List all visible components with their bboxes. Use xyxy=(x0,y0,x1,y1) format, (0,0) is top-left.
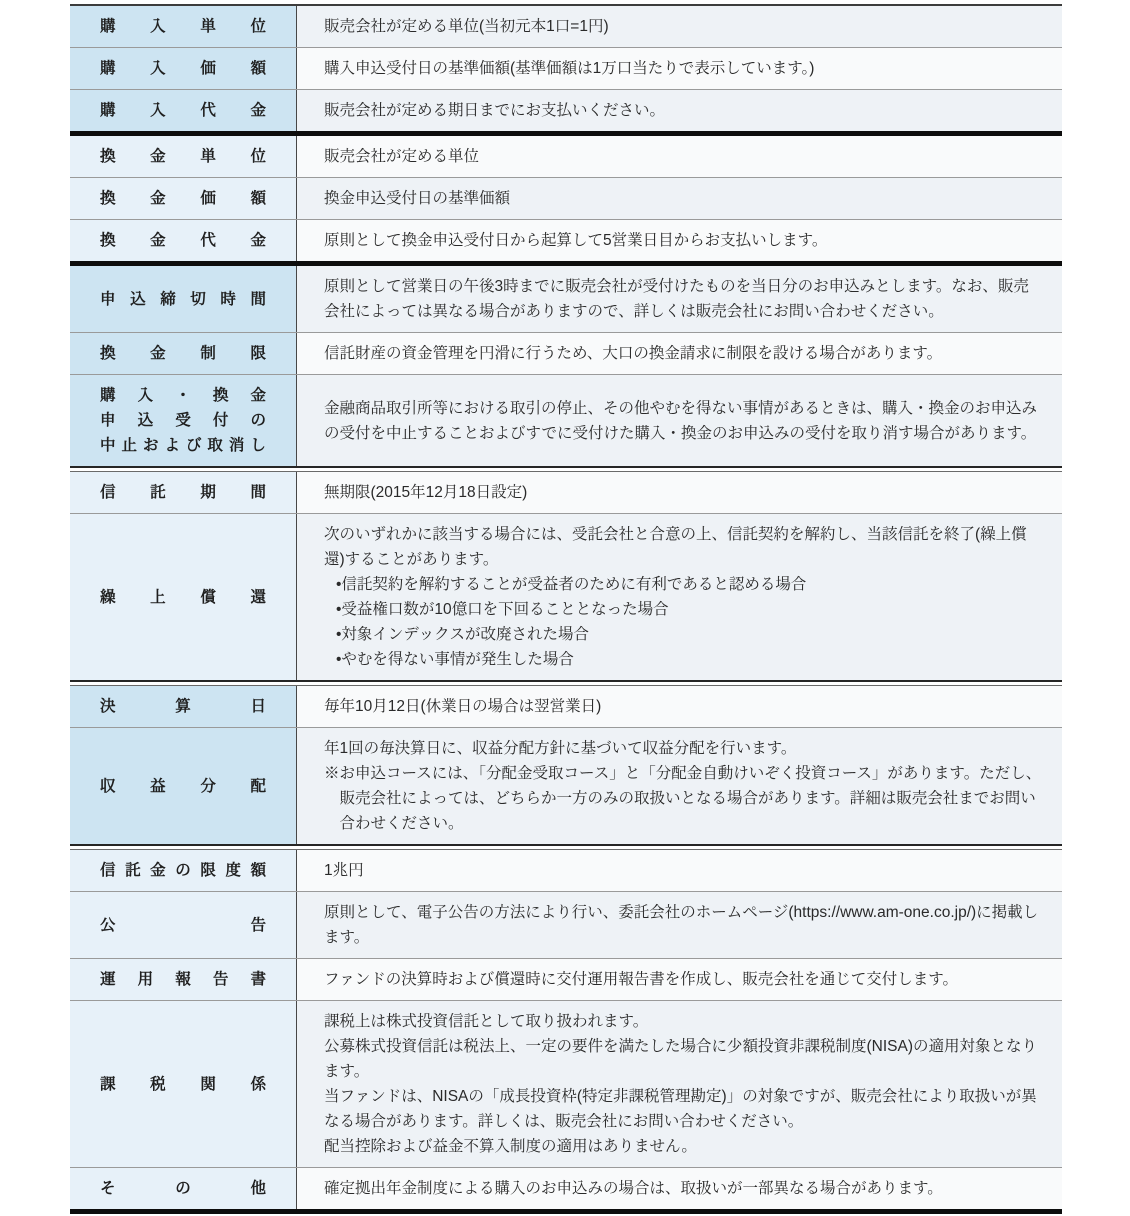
row-label xyxy=(70,48,297,89)
content-paragraph: 販売会社が定める単位 xyxy=(324,148,480,165)
row-label-line: 収 益 分 配 xyxy=(100,777,266,795)
row-content xyxy=(297,178,1062,219)
row-label-line: 換 金 代 金 xyxy=(100,232,266,249)
content-paragraph: •受益権口数が10億口を下回ることとなった場合 xyxy=(336,601,669,618)
content-paragraph: 年1回の毎決算日に、収益分配方針に基づいて収益分配を行います。 xyxy=(324,740,797,757)
table-section xyxy=(70,472,1062,680)
table-section xyxy=(70,266,1062,466)
fund-application-memo-table xyxy=(70,4,1062,1214)
table-row xyxy=(70,727,1062,844)
row-content xyxy=(297,333,1062,374)
content-paragraph: ファンドの決算時および償還時に交付運用報告書を作成し、販売会社を通じて交付します。 xyxy=(324,971,958,988)
row-label xyxy=(70,514,297,680)
table-row xyxy=(70,6,1062,47)
row-label-line: 申 込 受 付 の xyxy=(100,412,266,429)
row-content xyxy=(297,514,1062,680)
row-content xyxy=(297,892,1062,958)
table-row xyxy=(70,219,1062,261)
table-row xyxy=(70,266,1062,332)
content-paragraph: 毎年10月12日(休業日の場合は翌営業日) xyxy=(324,698,602,715)
row-label-line: 換 金 価 額 xyxy=(100,190,266,207)
row-label-line: そ の 他 xyxy=(100,1180,266,1197)
row-label xyxy=(70,136,297,177)
row-label xyxy=(70,686,297,727)
content-paragraph: 換金申込受付日の基準価額 xyxy=(324,190,511,207)
row-label xyxy=(70,892,297,958)
table-row xyxy=(70,1167,1062,1209)
content-paragraph: 課税上は株式投資信託として取り扱われます。 xyxy=(324,1013,649,1030)
row-label xyxy=(70,1168,297,1209)
row-label-line: 公 告 xyxy=(100,916,266,934)
row-content xyxy=(297,472,1062,513)
row-label-line: 運 用 報 告 書 xyxy=(100,971,266,988)
row-content xyxy=(297,1168,1062,1209)
row-content xyxy=(297,850,1062,891)
table-section xyxy=(70,6,1062,131)
content-paragraph: 原則として換金申込受付日から起算して5営業日目からお支払いします。 xyxy=(324,232,828,249)
row-label xyxy=(70,333,297,374)
row-label xyxy=(70,728,297,844)
row-content xyxy=(297,220,1062,261)
content-paragraph: •やむを得ない事情が発生した場合 xyxy=(336,651,574,668)
table-row xyxy=(70,89,1062,131)
row-label-line: 信 託 金 の 限 度 額 xyxy=(100,862,266,879)
row-label-line: 課 税 関 係 xyxy=(100,1075,266,1093)
row-label xyxy=(70,6,297,47)
content-paragraph: 次のいずれかに該当する場合には、受託会社と合意の上、信託契約を解約し、当該信託を終了(繰上償還)することがあります。 xyxy=(324,526,1027,568)
row-label xyxy=(70,266,297,332)
table-row xyxy=(70,1000,1062,1167)
table-section xyxy=(70,850,1062,1209)
row-label-line: 信 託 期 間 xyxy=(100,484,266,501)
row-label-line: 申 込 締 切 時 間 xyxy=(100,290,266,308)
content-paragraph: 購入申込受付日の基準価額(基準価額は1万口当たりで表示しています。) xyxy=(324,60,815,77)
content-paragraph: 確定拠出年金制度による購入のお申込みの場合は、取扱いが一部異なる場合があります。 xyxy=(324,1180,943,1197)
content-paragraph: 公募株式投資信託は税法上、一定の要件を満たした場合に少額投資非課税制度(NISA)の適用対象となります。 xyxy=(324,1038,1038,1080)
content-paragraph: 販売会社が定める期日までにお支払いください。 xyxy=(324,102,666,119)
content-paragraph: ※お申込コースには、「分配金受取コース」と「分配金自動けいぞく投資コース」があります。ただし、販売会社によっては、どちらか一方のみの取扱いとなる場合があります。詳細は販売会社までお問い合わせください。 xyxy=(324,765,1042,832)
row-label-line: 購 入 ・ 換 金 xyxy=(100,387,266,404)
table-row xyxy=(70,136,1062,177)
table-row xyxy=(70,686,1062,727)
table-row xyxy=(70,891,1062,958)
table-row xyxy=(70,513,1062,680)
row-content xyxy=(297,266,1062,332)
table-row xyxy=(70,850,1062,891)
table-row xyxy=(70,472,1062,513)
row-label-line: 換 金 制 限 xyxy=(100,345,266,362)
row-content xyxy=(297,48,1062,89)
row-label xyxy=(70,90,297,131)
table-row xyxy=(70,177,1062,219)
row-content xyxy=(297,6,1062,47)
content-paragraph: 金融商品取引所等における取引の停止、その他やむを得ない事情があるときは、購入・換金のお申込みの受付を中止することおよびすでに受付けた購入・換金のお申込みの受付を取り消す場合があります。 xyxy=(324,399,1038,442)
content-paragraph: 配当控除および益金不算入制度の適用はありません。 xyxy=(324,1138,697,1155)
content-paragraph: •信託契約を解約することが受益者のために有利であると認める場合 xyxy=(336,576,807,593)
row-label xyxy=(70,220,297,261)
content-paragraph: 原則として営業日の午後3時までに販売会社が受付けたものを当日分のお申込みとします。なお、販売会社によっては異なる場合がありますので、詳しくは販売会社にお問い合わせください。 xyxy=(324,278,1029,320)
table-row xyxy=(70,47,1062,89)
row-label xyxy=(70,375,297,466)
row-label xyxy=(70,959,297,1000)
row-label-line: 換 金 単 位 xyxy=(100,148,266,165)
content-paragraph: 信託財産の資金管理を円滑に行うため、大口の換金請求に制限を設ける場合があります。 xyxy=(324,345,943,362)
row-label xyxy=(70,472,297,513)
row-content xyxy=(297,686,1062,727)
content-paragraph: 当ファンドは、NISAの「成長投資枠(特定非課税管理勘定)」の対象ですが、販売会社により取扱いが異なる場合があります。詳しくは、販売会社にお問い合わせください。 xyxy=(324,1088,1037,1130)
row-label-line: 購 入 代 金 xyxy=(100,102,266,119)
row-content xyxy=(297,728,1062,844)
content-paragraph: •対象インデックスが改廃された場合 xyxy=(336,626,589,643)
table-row xyxy=(70,958,1062,1000)
row-label-line: 購 入 価 額 xyxy=(100,60,266,77)
row-label xyxy=(70,178,297,219)
row-label-line: 繰 上 償 還 xyxy=(100,588,266,606)
row-label xyxy=(70,850,297,891)
content-paragraph: 販売会社が定める単位(当初元本1口=1円) xyxy=(324,18,609,35)
row-content xyxy=(297,959,1062,1000)
row-label-line: 中 止 お よ び 取 消 し xyxy=(100,437,266,454)
row-content xyxy=(297,136,1062,177)
table-section xyxy=(70,686,1062,844)
row-content xyxy=(297,375,1062,466)
table-section xyxy=(70,136,1062,261)
content-paragraph: 無期限(2015年12月18日設定) xyxy=(324,484,528,501)
row-content xyxy=(297,1001,1062,1167)
table-row xyxy=(70,374,1062,466)
table-row xyxy=(70,332,1062,374)
row-label-line: 決 算 日 xyxy=(100,698,266,715)
row-label xyxy=(70,1001,297,1167)
content-paragraph: 原則として、電子公告の方法により行い、委託会社のホームページ(https://www.am-one.co.jp/)に掲載します。 xyxy=(324,904,1039,946)
content-paragraph: 1兆円 xyxy=(324,862,364,879)
row-label-line: 購 入 単 位 xyxy=(100,18,266,35)
row-content xyxy=(297,90,1062,131)
